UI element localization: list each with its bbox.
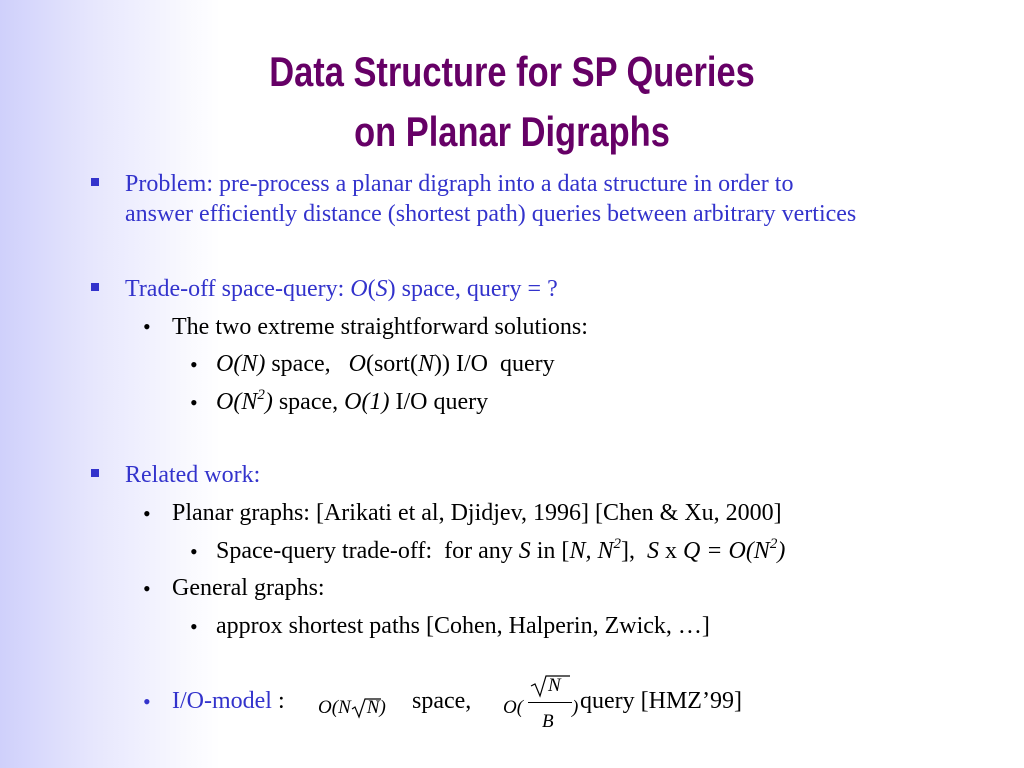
round-bullet-icon: • [143, 576, 151, 601]
solution-2: $O(N^2)$ space, O(1) I/O query [216, 387, 489, 415]
round-bullet-icon: • [190, 614, 198, 639]
round-bullet-icon: • [190, 390, 198, 415]
square-bullet-icon [91, 283, 99, 291]
formula-query-close: ) [572, 697, 579, 718]
slide-title-line-1: Data Structure for SP Queries [269, 48, 755, 95]
tradeoff-sub-label: The two extreme straightforward solutions: [172, 314, 588, 340]
formula-query-O: O( [503, 697, 524, 718]
formula-space-N: N [338, 697, 351, 718]
round-bullet-icon: • [143, 314, 151, 339]
planar-graphs-line: Planar graphs: [Arikati et al, Djidjev, 1996] [Chen & Xu, 2000] [172, 500, 782, 526]
round-bullet-icon: • [143, 501, 151, 526]
formula-space-O: O( [318, 697, 339, 718]
formula-query-numerator: N [548, 675, 561, 696]
round-bullet-icon: • [190, 352, 198, 377]
slide-title-line-2: on Planar Digraphs [354, 108, 670, 155]
space-word: space, [412, 688, 472, 714]
square-bullet-icon [91, 178, 99, 186]
space-query-tradeoff-line: Space-query trade-off: for any S in [N, $N^2$], S x $Q = O(N^2)$ [216, 536, 786, 564]
tradeoff-heading: Trade-off space-query: O(S) space, query = ? [125, 276, 558, 302]
problem-line-1: Problem: pre-process a planar digraph into a data structure in order to [125, 171, 794, 197]
round-bullet-icon: • [143, 689, 151, 714]
general-graphs-line: General graphs: [172, 575, 325, 601]
formula-query-denominator: B [542, 711, 554, 732]
related-work-heading: Related work: [125, 462, 261, 488]
formula-space-close: ) [379, 697, 386, 718]
fraction-bar [528, 702, 572, 703]
approx-shortest-paths-line: approx shortest paths [Cohen, Halperin, Zwick, …] [216, 613, 710, 639]
round-bullet-icon: • [190, 539, 198, 564]
square-bullet-icon [91, 469, 99, 477]
problem-line-2: answer efficiently distance (shortest path) queries between arbitrary vertices [125, 201, 857, 227]
formula-space [318, 697, 386, 719]
formula-space-root-N: N [366, 697, 380, 718]
solution-1: O(N) space, O(sort(N)) I/O query [216, 351, 555, 377]
io-model-label: I/O-model : [172, 688, 285, 714]
query-word: query [HMZ’99] [580, 688, 742, 714]
